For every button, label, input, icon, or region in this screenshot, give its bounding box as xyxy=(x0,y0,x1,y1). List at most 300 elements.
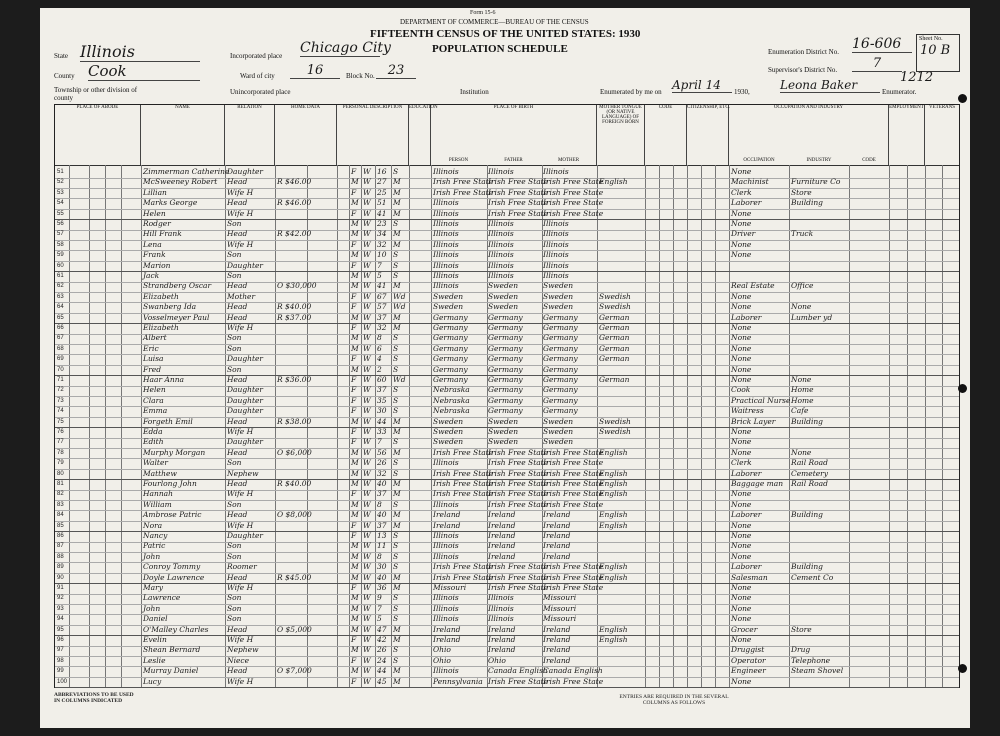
cell-age: 32 xyxy=(377,468,387,478)
cell-name: Lawrence xyxy=(143,593,181,603)
cell-ms: M xyxy=(393,489,401,499)
cell-rel: Son xyxy=(227,271,242,280)
cell-age: 32 xyxy=(377,239,387,249)
cell-birth: Germany xyxy=(433,323,468,332)
cell-mother: Irish Free State xyxy=(543,468,604,478)
cell-name: Vosselmeyer Paul xyxy=(143,312,210,322)
cell-age: 41 xyxy=(377,208,387,218)
cell-age: 5 xyxy=(377,614,382,624)
cell-father: Sweden xyxy=(488,437,519,447)
cell-tongue: German xyxy=(599,354,630,364)
cell-name: Zimmerman Catherine xyxy=(143,167,230,176)
sheet-label: Sheet No. xyxy=(919,36,943,42)
enumerated-date: April 14 xyxy=(672,78,732,93)
cell-race: W xyxy=(363,291,371,301)
cell-age: 57 xyxy=(377,302,387,312)
cell-ind: Office xyxy=(791,281,814,291)
cell-occ: None xyxy=(731,323,752,332)
cell-birth: Illinois xyxy=(433,219,459,228)
cell-birth: Irish Free State xyxy=(433,489,494,499)
cell-race: W xyxy=(363,333,371,343)
schedule-title: POPULATION SCHEDULE xyxy=(432,43,568,55)
cell-age: 32 xyxy=(377,323,387,332)
cell-sex: F xyxy=(351,427,357,436)
cell-mother: Missouri xyxy=(543,614,577,624)
cell-ms: M xyxy=(393,208,401,218)
cell-race: W xyxy=(363,541,371,551)
cell-race: W xyxy=(363,271,371,280)
cell-rel: Roomer xyxy=(227,562,257,572)
cell-ms: M xyxy=(393,447,401,457)
cell-ind: Cafe xyxy=(791,406,809,416)
cell-rel: Mother xyxy=(227,291,256,301)
cell-sex: F xyxy=(351,375,357,384)
cell-father: Illinois xyxy=(488,250,514,260)
cell-sex: M xyxy=(351,177,359,187)
cell-name: Helen xyxy=(143,385,166,395)
cell-ms: S xyxy=(393,385,399,395)
cell-ind: Building xyxy=(791,510,823,520)
cell-mother: Illinois xyxy=(543,219,569,228)
cell-ms: S xyxy=(393,167,399,176)
cell-n: 52 xyxy=(57,179,64,186)
cell-ms: M xyxy=(393,187,401,197)
cell-occ: None xyxy=(731,489,752,499)
cell-mother: Irish Free State xyxy=(543,187,604,197)
block-label: Block No. xyxy=(346,72,375,80)
cell-n: 66 xyxy=(57,325,64,331)
cell-n: 80 xyxy=(57,470,64,477)
cell-ind: Telephone xyxy=(791,655,831,665)
cell-tongue: Swedish xyxy=(599,427,631,436)
cell-birth: Illinois xyxy=(433,531,459,540)
ward-label: Ward of city xyxy=(240,72,275,80)
cell-n: 51 xyxy=(57,169,64,175)
cell-ms: M xyxy=(393,427,401,436)
cell-occ: None xyxy=(731,603,752,613)
cell-age: 30 xyxy=(377,562,387,572)
cell-name: Elizabeth xyxy=(143,323,179,332)
cell-tongue: English xyxy=(599,489,628,499)
cell-occ: None xyxy=(731,291,752,301)
cell-sex: F xyxy=(351,167,357,176)
cell-race: W xyxy=(363,395,371,405)
cell-race: W xyxy=(363,250,371,260)
cell-sex: M xyxy=(351,624,359,634)
cell-race: W xyxy=(363,239,371,249)
cell-birth: Illinois xyxy=(433,499,459,509)
cell-occ: None xyxy=(731,364,752,374)
cell-occ: None xyxy=(731,676,752,686)
cell-occ: Real Estate xyxy=(731,281,775,291)
cell-father: Irish Free State xyxy=(488,447,549,457)
cell-mother: Irish Free State xyxy=(543,447,604,457)
cell-sex: M xyxy=(351,219,359,228)
cell-race: W xyxy=(363,520,371,530)
cell-n: 54 xyxy=(57,200,64,207)
cell-rel: Head xyxy=(227,177,248,187)
cell-home: O $30,000 xyxy=(277,281,317,291)
cell-ms: M xyxy=(393,239,401,249)
cell-father: Germany xyxy=(488,312,523,322)
cell-ms: M xyxy=(393,479,401,488)
cell-age: 16 xyxy=(377,167,387,176)
cell-occ: None xyxy=(731,447,752,457)
cell-n: 88 xyxy=(57,553,64,560)
cell-father: Irish Free State xyxy=(488,198,549,208)
cell-mother: Illinois xyxy=(543,229,569,239)
cell-occ: None xyxy=(731,541,752,551)
cell-age: 34 xyxy=(377,229,387,239)
cell-birth: Germany xyxy=(433,354,468,364)
census-table xyxy=(54,104,960,688)
cell-age: 27 xyxy=(377,177,387,187)
cell-occ: None xyxy=(731,343,752,353)
cell-n: 89 xyxy=(57,564,64,571)
person-subhead: PERSON xyxy=(448,158,469,163)
cell-ms: M xyxy=(393,229,401,239)
cell-mother: Irish Free State xyxy=(543,458,604,468)
cell-birth: Germany xyxy=(433,333,468,343)
cell-mother: Illinois xyxy=(543,271,569,280)
cell-father: Ireland xyxy=(488,510,516,520)
cell-rel: Head xyxy=(227,416,248,426)
cell-rel: Son xyxy=(227,551,242,561)
cell-n: 71 xyxy=(57,377,64,383)
cell-father: Ireland xyxy=(488,531,516,540)
cell-n: 96 xyxy=(57,637,64,643)
cell-birth: Illinois xyxy=(433,271,459,280)
cell-race: W xyxy=(363,437,371,447)
form-number: Form 15-6 xyxy=(470,10,496,16)
cell-name: Matthew xyxy=(143,468,177,478)
industry-subhead: INDUSTRY xyxy=(806,158,832,163)
cell-name: Doyle Lawrence xyxy=(143,572,205,582)
cell-rel: Head xyxy=(227,666,248,676)
cell-ms: Wd xyxy=(393,291,406,301)
cell-ms: M xyxy=(393,676,401,686)
cell-race: W xyxy=(363,219,371,228)
cell-rel: Son xyxy=(227,593,242,603)
cell-tongue: Swedish xyxy=(599,416,631,426)
cell-n: 92 xyxy=(57,595,64,602)
cell-mother: Ireland xyxy=(543,655,571,665)
cell-mother: Ireland xyxy=(543,510,571,520)
cell-age: 37 xyxy=(377,312,387,322)
cell-age: 8 xyxy=(377,499,382,509)
cell-father: Irish Free State xyxy=(488,458,549,468)
cell-father: Illinois xyxy=(488,260,514,270)
cell-n: 72 xyxy=(57,387,64,394)
cell-birth: Germany xyxy=(433,375,468,384)
col-place-of-birth xyxy=(431,105,597,165)
cell-race: W xyxy=(363,364,371,374)
cell-sex: M xyxy=(351,499,359,509)
cell-name: Swanberg Ida xyxy=(143,302,197,312)
cell-occ: Practical Nurse xyxy=(731,395,791,405)
cell-ms: S xyxy=(393,354,399,364)
col-relation: RELATION xyxy=(225,105,275,165)
cell-race: W xyxy=(363,312,371,322)
cell-tongue: Swedish xyxy=(599,302,631,312)
cell-birth: Illinois xyxy=(433,593,459,603)
cell-race: W xyxy=(363,624,371,634)
cell-tongue: English xyxy=(599,562,628,572)
cell-mother: Sweden xyxy=(543,437,574,447)
cell-race: W xyxy=(363,458,371,468)
cell-age: 60 xyxy=(377,375,387,384)
cell-sex: F xyxy=(351,635,357,644)
col-veterans: VETERANS xyxy=(928,105,956,110)
cell-father: Illinois xyxy=(488,614,514,624)
cell-occ: Grocer xyxy=(731,624,758,634)
cell-mother: Irish Free State xyxy=(543,499,604,509)
cell-n: 55 xyxy=(57,210,64,217)
cell-name: Helen xyxy=(143,208,166,218)
cell-ind: Store xyxy=(791,187,812,197)
cell-rel: Daughter xyxy=(227,406,263,416)
cell-race: W xyxy=(363,198,371,208)
cell-n: 77 xyxy=(57,439,64,446)
cell-mother: Germany xyxy=(543,354,578,364)
cell-ms: S xyxy=(393,437,399,447)
cell-name: Leslie xyxy=(143,655,166,665)
cell-mother: Ireland xyxy=(543,551,571,561)
cell-rel: Wife H xyxy=(227,323,254,332)
cell-sex: M xyxy=(351,458,359,468)
cell-rel: Son xyxy=(227,614,242,624)
cell-rel: Head xyxy=(227,229,248,239)
col-citizenship: CITIZENSHIP, ETC. xyxy=(687,105,729,165)
cell-rel: Son xyxy=(227,364,242,374)
cell-mother: Illinois xyxy=(543,260,569,270)
cell-name: Evelin xyxy=(143,635,167,644)
cell-name: Ambrose Patric xyxy=(143,510,202,520)
cell-race: W xyxy=(363,260,371,270)
cell-occ: None xyxy=(731,635,752,644)
cell-sex: M xyxy=(351,593,359,603)
cell-mother: Germany xyxy=(543,406,578,416)
cell-race: W xyxy=(363,302,371,312)
cell-race: W xyxy=(363,583,371,592)
abbreviations-title: ABBREVIATIONS TO BE USED IN COLUMNS INDICATED xyxy=(54,692,134,704)
cell-occ: None xyxy=(731,239,752,249)
county-value: Cook xyxy=(88,62,200,81)
cell-ind: Cemetery xyxy=(791,468,829,478)
cell-ind: Rail Road xyxy=(791,479,828,488)
cell-age: 56 xyxy=(377,447,387,457)
cell-occ: Cook xyxy=(731,385,751,395)
cell-mother: Ireland xyxy=(543,624,571,634)
cell-rel: Daughter xyxy=(227,354,263,364)
cell-birth: Sweden xyxy=(433,427,464,436)
cell-n: 86 xyxy=(57,533,64,539)
cell-mother: Irish Free State xyxy=(543,208,604,218)
cell-occ: None xyxy=(731,551,752,561)
cell-sex: F xyxy=(351,583,357,592)
cell-race: W xyxy=(363,354,371,364)
cell-sex: F xyxy=(351,406,357,416)
cell-name: Marion xyxy=(143,260,171,270)
cell-father: Germany xyxy=(488,343,523,353)
cell-mother: Irish Free State xyxy=(543,479,604,488)
cell-n: 100 xyxy=(57,678,68,685)
cell-mother: Irish Free State xyxy=(543,572,604,582)
cell-father: Sweden xyxy=(488,416,519,426)
cell-sex: F xyxy=(351,520,357,530)
cell-name: Lucy xyxy=(143,676,162,686)
cell-age: 23 xyxy=(377,219,387,228)
cell-ms: M xyxy=(393,635,401,644)
cell-race: W xyxy=(363,427,371,436)
cell-occ: None xyxy=(731,614,752,624)
cell-rel: Head xyxy=(227,510,248,520)
cell-n: 67 xyxy=(57,335,64,342)
sheet-box xyxy=(916,34,960,72)
cell-mother: Germany xyxy=(543,343,578,353)
cell-tongue: English xyxy=(599,510,628,520)
cell-race: W xyxy=(363,406,371,416)
cell-rel: Nephew xyxy=(227,645,259,655)
cell-occ: None xyxy=(731,437,752,447)
cell-home: R $37.00 xyxy=(277,312,312,322)
cell-occ: None xyxy=(731,219,752,228)
cell-race: W xyxy=(363,655,371,665)
cell-mother: Sweden xyxy=(543,302,574,312)
cell-sex: F xyxy=(351,208,357,218)
cell-sex: M xyxy=(351,479,359,488)
cell-age: 37 xyxy=(377,489,387,499)
cell-birth: Irish Free State xyxy=(433,468,494,478)
cell-rel: Wife H xyxy=(227,239,254,249)
cell-n: 79 xyxy=(57,460,64,467)
cell-home: R $46.00 xyxy=(277,198,312,208)
cell-n: 62 xyxy=(57,283,64,290)
cell-race: W xyxy=(363,208,371,218)
cell-ms: S xyxy=(393,593,399,603)
cell-name: Lillian xyxy=(143,187,167,197)
cell-age: 33 xyxy=(377,427,387,436)
cell-n: 83 xyxy=(57,501,64,508)
cell-name: Clara xyxy=(143,395,164,405)
cell-ms: S xyxy=(393,531,399,540)
cell-name: Luisa xyxy=(143,354,164,364)
cell-occ: Engineer xyxy=(731,666,766,676)
cell-birth: Ohio xyxy=(433,655,451,665)
cell-ms: S xyxy=(393,562,399,572)
cell-n: 97 xyxy=(57,647,64,654)
cell-sex: M xyxy=(351,250,359,260)
cell-home: O $6,000 xyxy=(277,447,312,457)
cell-birth: Germany xyxy=(433,364,468,374)
cell-ms: M xyxy=(393,177,401,187)
cell-mother: Missouri xyxy=(543,603,577,613)
cell-birth: Nebraska xyxy=(433,385,470,395)
cell-ms: S xyxy=(393,468,399,478)
cell-rel: Wife H xyxy=(227,583,254,592)
col-name: NAME xyxy=(141,105,225,165)
cell-birth: Germany xyxy=(433,343,468,353)
cell-tongue: English xyxy=(599,635,628,644)
cell-name: Albert xyxy=(143,333,167,343)
cell-father: Ireland xyxy=(488,551,516,561)
cell-birth: Illinois xyxy=(433,541,459,551)
cell-ind: Home xyxy=(791,385,814,395)
cell-ms: S xyxy=(393,551,399,561)
cell-father: Ireland xyxy=(488,645,516,655)
cell-sex: M xyxy=(351,562,359,572)
cell-father: Germany xyxy=(488,323,523,332)
cell-occ: Laborer xyxy=(731,312,762,322)
cell-birth: Ireland xyxy=(433,520,461,530)
cell-sex: M xyxy=(351,572,359,582)
cell-ms: S xyxy=(393,260,399,270)
cell-race: W xyxy=(363,676,371,686)
cell-father: Irish Free State xyxy=(488,572,549,582)
state-label: State xyxy=(54,52,68,60)
cell-rel: Daughter xyxy=(227,531,263,540)
cell-father: Irish Free State xyxy=(488,676,549,686)
mother-subhead: MOTHER xyxy=(557,158,580,163)
cell-occ: Baggage man xyxy=(731,479,784,488)
cell-birth: Irish Free State xyxy=(433,562,494,572)
cell-age: 10 xyxy=(377,250,387,260)
col-employment: EMPLOYMENT xyxy=(889,105,925,165)
cell-rel: Son xyxy=(227,333,242,343)
cell-race: W xyxy=(363,177,371,187)
cell-birth: Illinois xyxy=(433,458,459,468)
cell-age: 2 xyxy=(377,364,382,374)
cell-sex: M xyxy=(351,614,359,624)
township-label: Township or other division of county xyxy=(54,86,138,102)
cell-birth: Illinois xyxy=(433,281,459,291)
cell-mother: Irish Free State xyxy=(543,198,604,208)
cell-ms: M xyxy=(393,583,401,592)
cell-occ: Brick Layer xyxy=(731,416,776,426)
cell-mother: Illinois xyxy=(543,167,569,176)
cell-father: Irish Free State xyxy=(488,187,549,197)
cell-age: 13 xyxy=(377,531,387,540)
cell-birth: Illinois xyxy=(433,239,459,249)
cell-ms: S xyxy=(393,219,399,228)
occupation-title: OCCUPATION AND INDUSTRY xyxy=(773,105,844,110)
cell-father: Illinois xyxy=(488,219,514,228)
cell-birth: Illinois xyxy=(433,198,459,208)
cell-name: McSweeney Robert xyxy=(143,177,218,187)
cell-n: 76 xyxy=(57,429,64,435)
cell-occ: Waitress xyxy=(731,406,764,416)
cell-age: 45 xyxy=(377,676,387,686)
cell-age: 7 xyxy=(377,260,382,270)
cell-n: 81 xyxy=(57,481,64,487)
cell-ms: M xyxy=(393,312,401,322)
cell-name: Shean Bernard xyxy=(143,645,201,655)
cell-name: Rodger xyxy=(143,219,171,228)
cell-ms: S xyxy=(393,250,399,260)
department: DEPARTMENT OF COMMERCE—BUREAU OF THE CENSUS xyxy=(400,18,589,26)
cell-rel: Daughter xyxy=(227,437,263,447)
cell-birth: Sweden xyxy=(433,302,464,312)
col-occupation xyxy=(729,105,889,165)
cell-rel: Son xyxy=(227,541,242,551)
cell-occ: None xyxy=(731,499,752,509)
cell-sex: F xyxy=(351,676,357,686)
cell-age: 8 xyxy=(377,551,382,561)
county-label: County xyxy=(54,72,75,80)
cell-birth: Illinois xyxy=(433,603,459,613)
cell-father: Ireland xyxy=(488,624,516,634)
cell-sex: M xyxy=(351,551,359,561)
